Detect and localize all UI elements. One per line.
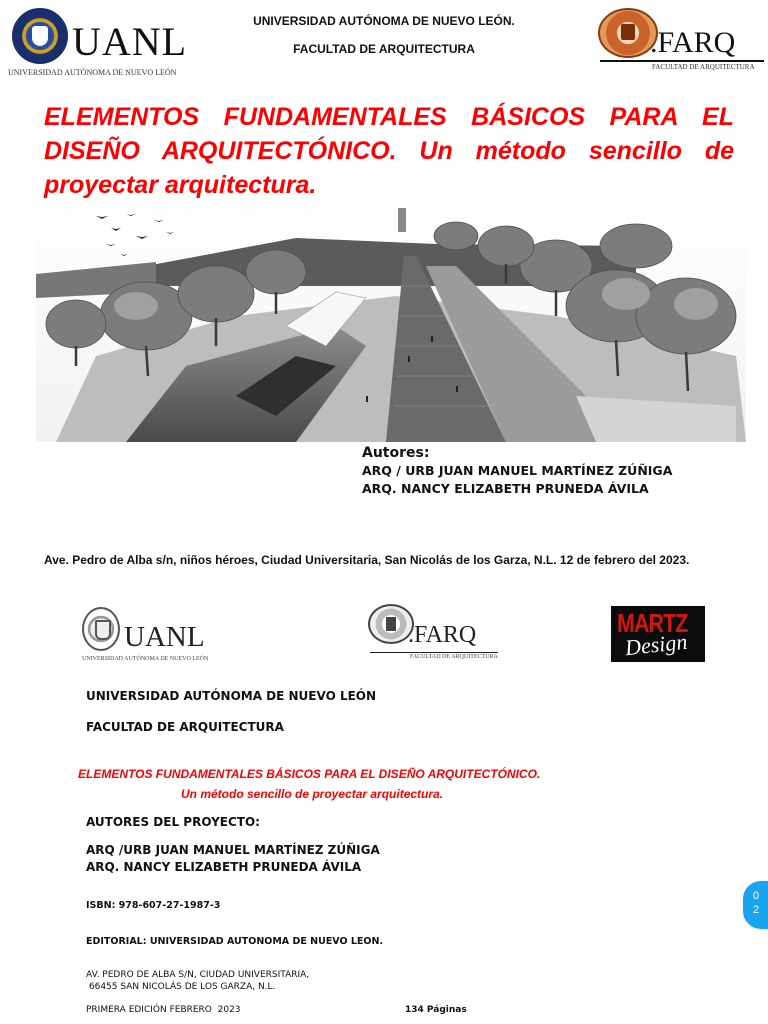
credits-title-line1: ELEMENTOS FUNDAMENTALES BÁSICOS PARA EL DISEÑO ARQUITECTÓNICO. [78, 767, 541, 781]
uanl-seal-icon [12, 8, 68, 64]
farq-wordmark-small: .FARQ [408, 622, 477, 648]
publisher-address-line1: AV. PEDRO DE ALBA S/N, CIUDAD UNIVERSITARIA, [86, 970, 310, 980]
farq-seal-icon [598, 8, 658, 58]
address-date-line: Ave. Pedro de Alba s/n, niños héroes, Ciudad Universitaria, San Nicolás de los Garza, N.L. 12 de febrero del 2023. [44, 553, 690, 567]
farq-rule [600, 60, 764, 62]
farq-logo [596, 6, 766, 72]
uanl-logo [6, 6, 186, 80]
credits-authors-label: AUTORES DEL PROYECTO: [86, 815, 260, 829]
credits-faculty: FACULTAD DE ARQUITECTURA [86, 720, 284, 734]
credits-author-2: ARQ. NANCY ELIZABETH PRUNEDA ÁVILA [86, 860, 362, 874]
page-number-badge[interactable] [743, 881, 768, 929]
header-university: UNIVERSIDAD AUTÓNOMA DE NUEVO LEÓN. [253, 14, 515, 28]
credits-author-1: ARQ /URB JUAN MANUEL MARTÍNEZ ZÚÑIGA [86, 843, 380, 857]
farq-logo-subtitle: FACULTAD DE ARQUITECTURA [652, 63, 755, 71]
authors-block [362, 444, 762, 498]
martz-wordmark: MARTZ [617, 608, 688, 638]
author-1: ARQ / URB JUAN MANUEL MARTÍNEZ ZÚÑIGA [362, 463, 673, 478]
architectural-render-image [36, 206, 746, 442]
uanl-logo-small [80, 605, 220, 667]
farq-rule [370, 652, 498, 653]
farq-wordmark: .FARQ [650, 26, 736, 59]
page-count: 134 Páginas [405, 1005, 467, 1015]
edition: PRIMERA EDICIÓN FEBRERO 2023 [86, 1005, 241, 1015]
uanl-seal-icon [82, 607, 120, 651]
document-title: ELEMENTOS FUNDAMENTALES BÁSICOS PARA EL DISEÑO ARQUITECTÓNICO. Un método sencillo de proyectar arquitectura. [44, 103, 734, 199]
author-2: ARQ. NANCY ELIZABETH PRUNEDA ÁVILA [362, 481, 649, 496]
page-digit-2: 2 [752, 904, 760, 916]
authors-label: Autores: [362, 445, 430, 461]
page-digit-1: 0 [752, 890, 760, 902]
header-faculty: FACULTAD DE ARQUITECTURA [293, 42, 475, 56]
farq-logo-small [366, 602, 502, 664]
uanl-logo-subtitle: UNIVERSIDAD AUTÓNOMA DE NUEVO LEÓN [8, 68, 177, 77]
martz-design-logo [611, 606, 705, 662]
uanl-logo-subtitle-small: UNIVERSIDAD AUTÓNOMA DE NUEVO LEÓN [82, 656, 209, 662]
isbn: ISBN: 978-607-27-1987-3 [86, 900, 221, 911]
credits-title-line2: Un método sencillo de proyectar arquitectura. [181, 787, 444, 801]
publisher-address-line2: 66455 SAN NICOLÁS DE LOS GARZA, N.L. [86, 982, 276, 992]
design-wordmark: Design [623, 628, 689, 661]
credits-university: UNIVERSIDAD AUTÓNOMA DE NUEVO LEÓN [86, 689, 377, 703]
editorial: EDITORIAL: UNIVERSIDAD AUTONOMA DE NUEVO LEON. [86, 936, 384, 947]
uanl-wordmark-small: UANL [124, 621, 205, 653]
uanl-wordmark: UANL [72, 19, 188, 64]
farq-logo-subtitle-small: FACULTAD DE ARQUITECTURA [410, 654, 498, 660]
